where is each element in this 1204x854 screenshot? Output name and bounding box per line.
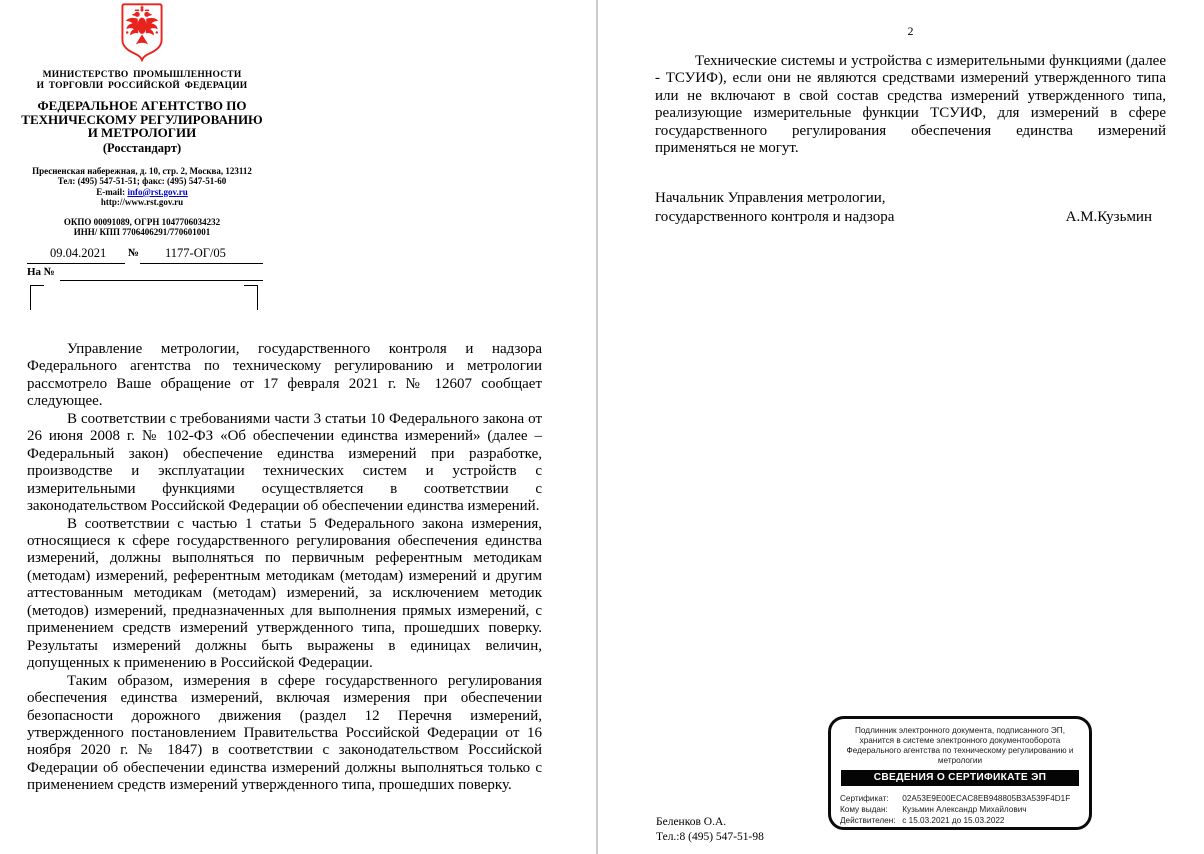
paragraph: Технические системы и устройства с измерительными функциями (далее - ТСУИФ), если они не являются средствами измерений утвержденного типа или не включают в свой состав средства измерений утвержденного типа, реализующие измерительные функции ТСУИФ, для измерений в сфере государственного регулирования обеспечения единства измерений применяться не могут.	[655, 53, 1166, 157]
certificate-details	[840, 793, 1080, 827]
issued-to-label: Кому выдан:	[840, 805, 888, 815]
agency-name: ФЕДЕРАЛЬНОЕ АГЕНТСТВО ПО ТЕХНИЧЕСКОМУ РЕГУЛИРОВАНИЮ И МЕТРОЛОГИИ	[21, 98, 263, 140]
contact-block	[18, 166, 266, 208]
okpo-ogrn: ОКПО 00091089, ОГРН 1047706034232	[63, 216, 221, 227]
issued-to-value: Кузьмин Александр Михайлович	[902, 805, 1027, 815]
signer-position-line-1: Начальник Управления метрологии,	[655, 190, 886, 206]
electronic-signature-stamp	[828, 716, 1092, 830]
paragraph: Таким образом, измерения в сфере государственного регулирования обеспечения единства измерений, включая измерения при обеспечении безопасности дорожного движения (раздел 12 Перечня измерений, утвержденного постановлением Правительства Российской Федерации от 16 ноября 2020 г. № 1847) в соответствии с законодательством Российской Федерации об обеспечении единства измерений должны выполняться только с применением средств измерений утвержденного типа, прошедших поверку.	[27, 672, 542, 794]
paragraph: В соответствии с частью 1 статьи 5 Федерального закона измерения, относящиеся к сфере государственного регулирования обеспечения единства измерений, должны выполняться по первичным референтным методикам (методам) измерений, референтным методикам (методам) измерений и другим аттестованным методикам (методам) измерений, за исключением методик (методов) измерений, предназначенных для выполнения прямых измерений, с применением средств измерений утвержденного типа, прошедших поверку. Результаты измерений должны быть выражены в единицах величин, допущенных к применению в Российской Федерации.	[27, 515, 542, 672]
postal-address: Пресненская набережная, д. 10, стр. 2, Москва, 123112	[32, 165, 252, 176]
letter-date: 09.04.2021	[50, 246, 107, 260]
registration-codes	[18, 217, 266, 238]
executor-contact	[656, 815, 764, 845]
signature-block	[655, 189, 1166, 227]
letter-body-page-1	[27, 341, 542, 795]
validity-row	[840, 815, 1080, 826]
letter-number: 1177-ОГ/05	[165, 246, 226, 260]
stamp-header-line: Подлинник электронного документа, подписанного ЭП,	[855, 726, 1065, 735]
page-divider	[596, 0, 598, 854]
russia-coat-of-arms-icon	[18, 2, 266, 64]
letterhead	[18, 2, 266, 238]
validity-label: Действителен:	[840, 816, 896, 826]
outgoing-reference-line	[27, 246, 263, 266]
agency-short-name: (Росстандарт)	[102, 140, 182, 155]
email-label: E-mail:	[96, 186, 126, 197]
addressee-corner-bracket-left	[30, 285, 44, 310]
addressee-corner-bracket-right	[244, 285, 258, 310]
stamp-header-line: хранится в системе электронного документооборота	[859, 735, 1061, 745]
issued-to-row	[840, 804, 1080, 815]
signer-position-line-2: государственного контроля и надзора	[655, 208, 895, 225]
inn-kpp: ИНН/ КПП 7706406291/770601001	[73, 227, 211, 238]
stamp-header-line: метрологии	[937, 755, 983, 765]
ministry-line-2: И ТОРГОВЛИ РОССИЙСКОЙ ФЕДЕРАЦИИ	[36, 81, 248, 91]
website: http://www.rst.gov.ru	[100, 197, 184, 208]
validity-value: с 15.03.2021 до 15.03.2022	[902, 816, 1005, 826]
reply-to-label: На №	[27, 266, 55, 278]
number-sign: №	[128, 247, 140, 259]
email-link[interactable]: info@rst.gov.ru	[127, 186, 188, 197]
stamp-header-line: Федерального агентства по техническому регулированию и	[846, 745, 1074, 755]
page-number: 2	[907, 24, 914, 38]
ministry-name	[18, 70, 266, 92]
certificate-value: 02A53E9E00ECAC8EB948805B3A539F4D1F	[902, 793, 1071, 803]
executor-phone: Тел.:8 (495) 547-51-98	[656, 830, 764, 843]
date-underline	[27, 263, 125, 264]
signer-name: А.М.Кузьмин	[1065, 208, 1152, 225]
certificate-label: Сертификат:	[840, 793, 889, 803]
phone-fax: Тел: (495) 547-51-51; факс: (495) 547-51-60	[57, 176, 227, 187]
paragraph: В соответствии с требованиями части 3 статьи 10 Федерального закона от 26 июня 2008 г. № 102-ФЗ «Об обеспечении единства измерений» (далее – Федеральный закон) обеспечение единства измерений при разработке, производстве и эксплуатации технических систем и устройств с измерительными функциями осуществляется в соответствии с законодательством Российской Федерации об обеспечении единства измерений.	[27, 410, 542, 515]
reply-to-underline	[60, 280, 263, 281]
letter-body-page-2	[655, 53, 1166, 158]
ministry-line-1: МИНИСТЕРСТВО ПРОМЫШЛЕННОСТИ	[42, 70, 242, 80]
reply-to-line	[27, 266, 263, 284]
stamp-header	[840, 726, 1080, 766]
paragraph: Управление метрологии, государственного контроля и надзора Федерального агентства по техническому регулированию и метрологии рассмотрело Ваше обращение от 17 февраля 2021 г. № 12607 сообщает следующее.	[27, 341, 542, 410]
certificate-row	[840, 793, 1080, 804]
email-line	[18, 187, 266, 198]
certificate-info-title: СВЕДЕНИЯ О СЕРТИФИКАТЕ ЭП	[841, 770, 1079, 786]
executor-name: Беленков О.А.	[656, 816, 727, 828]
number-underline	[140, 263, 263, 264]
